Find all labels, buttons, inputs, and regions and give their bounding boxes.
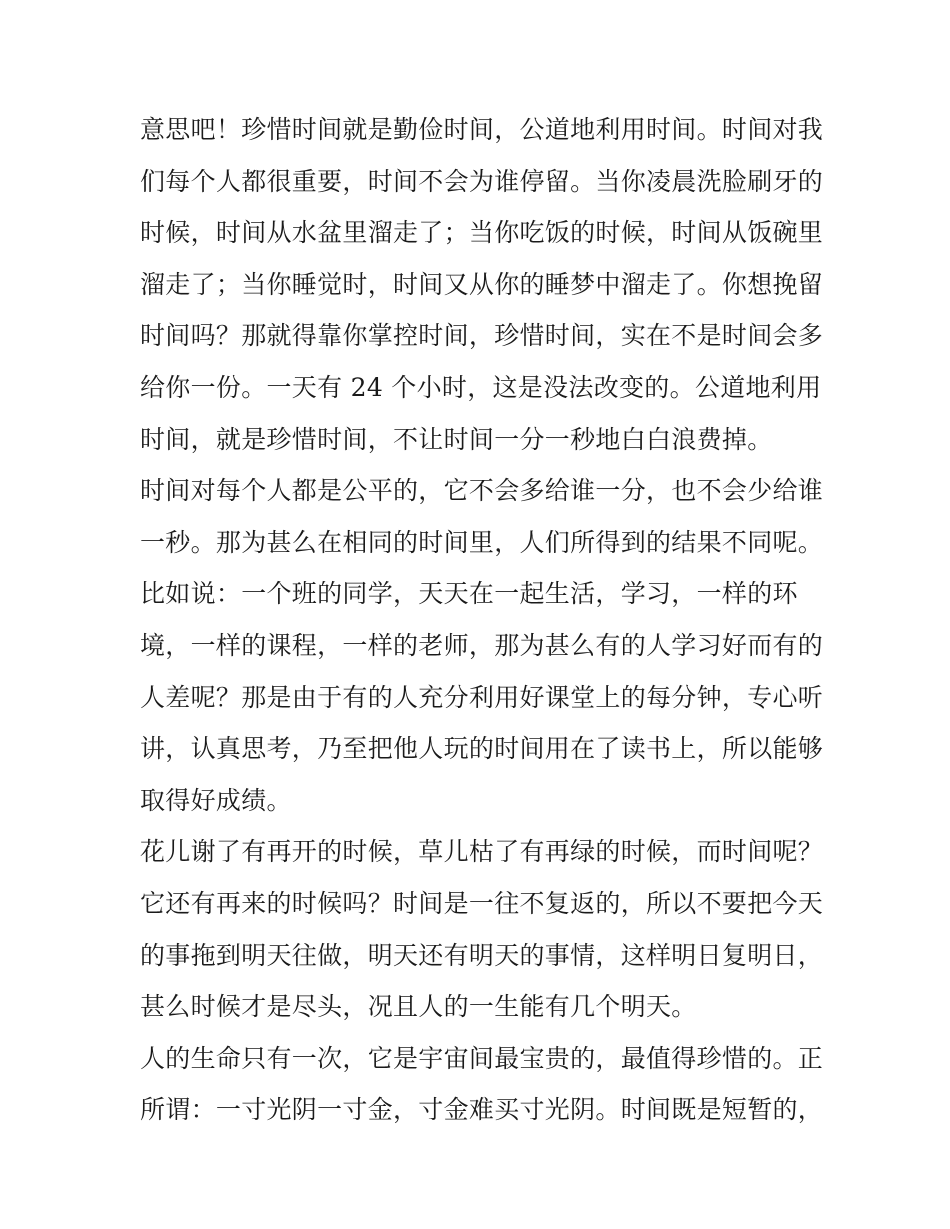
text-line: 它还有再来的时候吗？时间是一往不复返的，所以不要把今天 [140,888,824,918]
text-line: 时间对每个人都是公平的，它不会多给谁一分，也不会少给谁 [140,476,824,506]
text-line: 人差呢？那是由于有的人充分利用好课堂上的每分钟，专心听 [140,682,824,712]
text-line: 时候，时间从水盆里溜走了；当你吃饭的时候，时间从饭碗里 [140,218,824,248]
text-line: 意思吧！珍惜时间就是勤俭时间，公道地利用时间。时间对我 [140,115,824,144]
text-line: 取得好成绩。 [140,785,292,815]
text-line: 比如说：一个班的同学，天天在一起生活，学习，一样的环 [140,579,798,609]
text-line: 时间吗？那就得靠你掌控时间，珍惜时间，实在不是时间会多 [140,321,824,351]
text-line: 甚么时候才是尽头，况且人的一生能有几个明天。 [140,992,697,1022]
text-line: 的事拖到明天往做，明天还有明天的事情，这样明日复明日， [140,940,824,970]
text-line: 讲，认真思考，乃至把他人玩的时间用在了读书上，所以能够 [140,734,824,764]
text-line: 时间，就是珍惜时间，不让时间一分一秒地白白浪费掉。 [140,424,773,454]
text-line: 花儿谢了有再开的时候，草儿枯了有再绿的时候，而时间呢？ [140,837,824,867]
text-line: 给你一份。一天有 24 个小时，这是没法改变的。公道地利用 [140,372,822,402]
text-line: 人的生命只有一次，它是宇宙间最宝贵的，最值得珍惜的。正 [140,1043,824,1073]
text-line: 们每个人都很重要，时间不会为谁停留。当你凌晨洗脸刷牙的 [140,166,824,196]
text-line: 溜走了；当你睡觉时，时间又从你的睡梦中溜走了。你想挽留 [140,269,824,299]
text-line: 境，一样的课程，一样的老师，那为甚么有的人学习好而有的 [140,630,824,660]
body-text [140,104,824,1136]
text-line: 所谓：一寸光阴一寸金，寸金难买寸光阴。时间既是短暂的， [140,1095,824,1125]
text-line: 一秒。那为甚么在相同的时间里，人们所得到的结果不同呢。 [140,527,824,557]
